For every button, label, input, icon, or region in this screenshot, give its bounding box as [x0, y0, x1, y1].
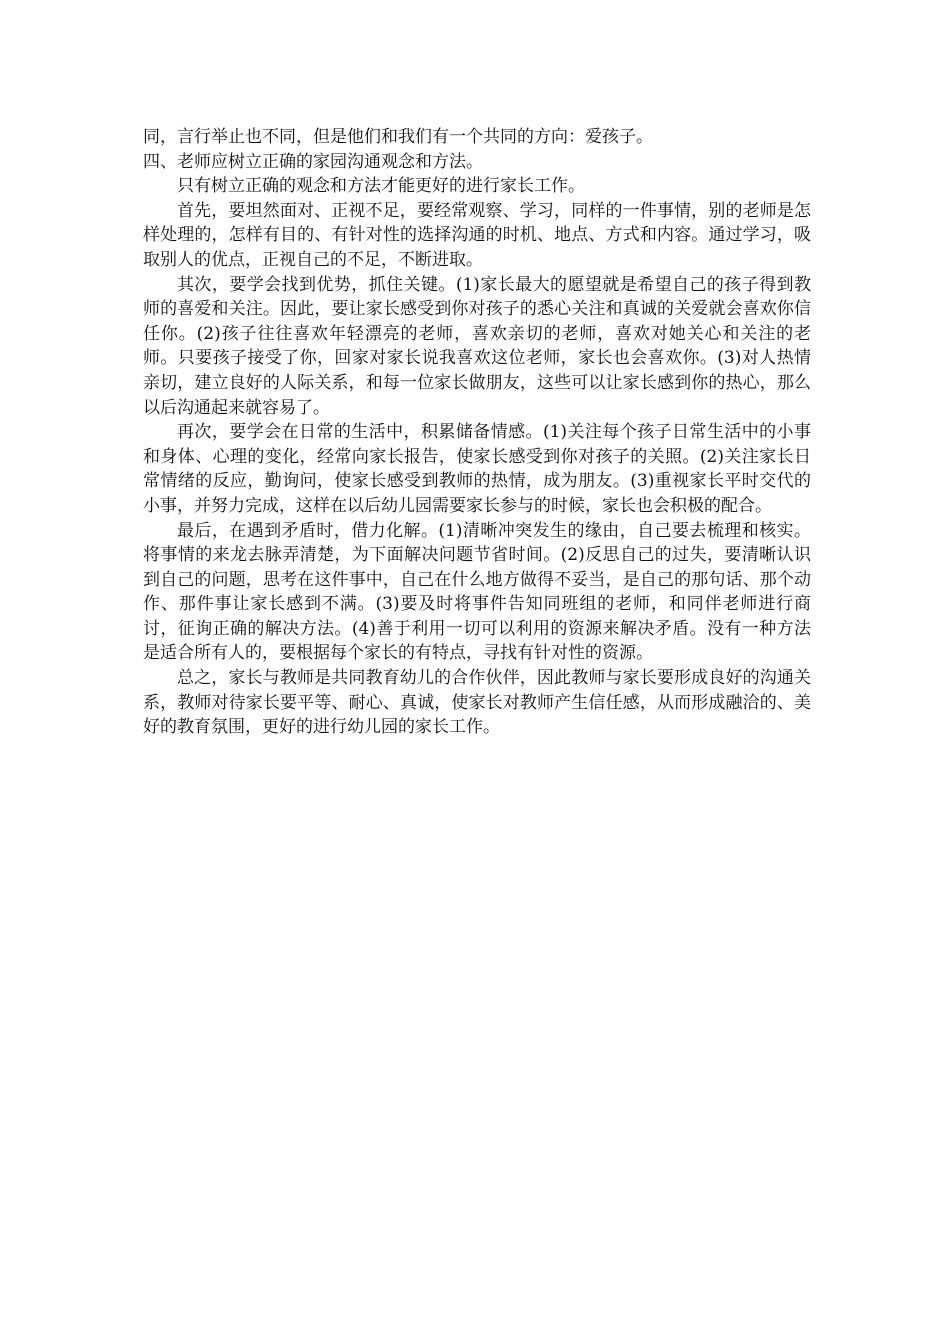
- section-heading: 四、老师应树立正确的家园沟通观念和方法。: [143, 151, 483, 172]
- document-page: [143, 125, 811, 740]
- paragraph-continuation: 同，言行举止也不同，但是他们和我们有一个共同的方向：爱孩子。: [143, 127, 653, 147]
- paragraph-intro: 只有树立正确的观念和方法才能更好的进行家长工作。: [177, 176, 585, 197]
- paragraph-third: 再次，要学会在日常的生活中，积累储备情感。(1)关注每个孩子日常生活中的小事和身体、心理的变化，经常向家长报告，使家长感受到你对孩子的关照。(2)关注家长日常情绪的反应，勤询问，使家长感受到教师的热情，成为朋友。(3)重视家长平时交代的小事，并努力完成，这样在以后幼儿园需要家长参与的时候，家长也会积极的配合。: [143, 422, 811, 516]
- paragraph-last: 最后，在遇到矛盾时，借力化解。(1)清晰冲突发生的缘由，自己要去梳理和核实。将事情的来龙去脉弄清楚，为下面解决问题节省时间。(2)反思自己的过失，要清晰认识到自己的问题，思考在这件事中，自己在什么地方做得不妥当，是自己的那句话、那个动作、那件事让家长感到不满。(3)要及时将事件告知同班组的老师，和同伴老师进行商讨，征询正确的解决方法。(4)善于利用一切可以利用的资源来解决矛盾。没有一种方法是适合所有人的，要根据每个家长的有特点，寻找有针对性的资源。: [143, 520, 811, 664]
- paragraph-second: 其次，要学会找到优势，抓住关键。(1)家长最大的愿望就是希望自己的孩子得到教师的喜爱和关注。因此，要让家长感受到你对孩子的悉心关注和真诚的关爱就会喜欢你信任你。(2)孩子往往喜欢年轻漂亮的老师，喜欢亲切的老师，喜欢对她关心和关注的老师。只要孩子接受了你，回家对家长说我喜欢这位老师，家长也会喜欢你。(3)对人热情亲切，建立良好的人际关系，和每一位家长做朋友，这些可以让家长感到你的热心，那么以后沟通起来就容易了。: [143, 274, 811, 418]
- paragraph-first: 首先，要坦然面对、正视不足，要经常观察、学习，同样的一件事情，别的老师是怎样处理的，怎样有目的、有针对性的选择沟通的时机、地点、方式和内容。通过学习，吸取别人的优点，正视自己的不足，不断进取。: [143, 200, 811, 270]
- paragraph-conclusion: 总之，家长与教师是共同教育幼儿的合作伙伴，因此教师与家长要形成良好的沟通关系，教师对待家长要平等、耐心、真诚，使家长对教师产生信任感，从而形成融洽的、美好的教育氛围，更好的进行幼儿园的家长工作。: [143, 668, 811, 738]
